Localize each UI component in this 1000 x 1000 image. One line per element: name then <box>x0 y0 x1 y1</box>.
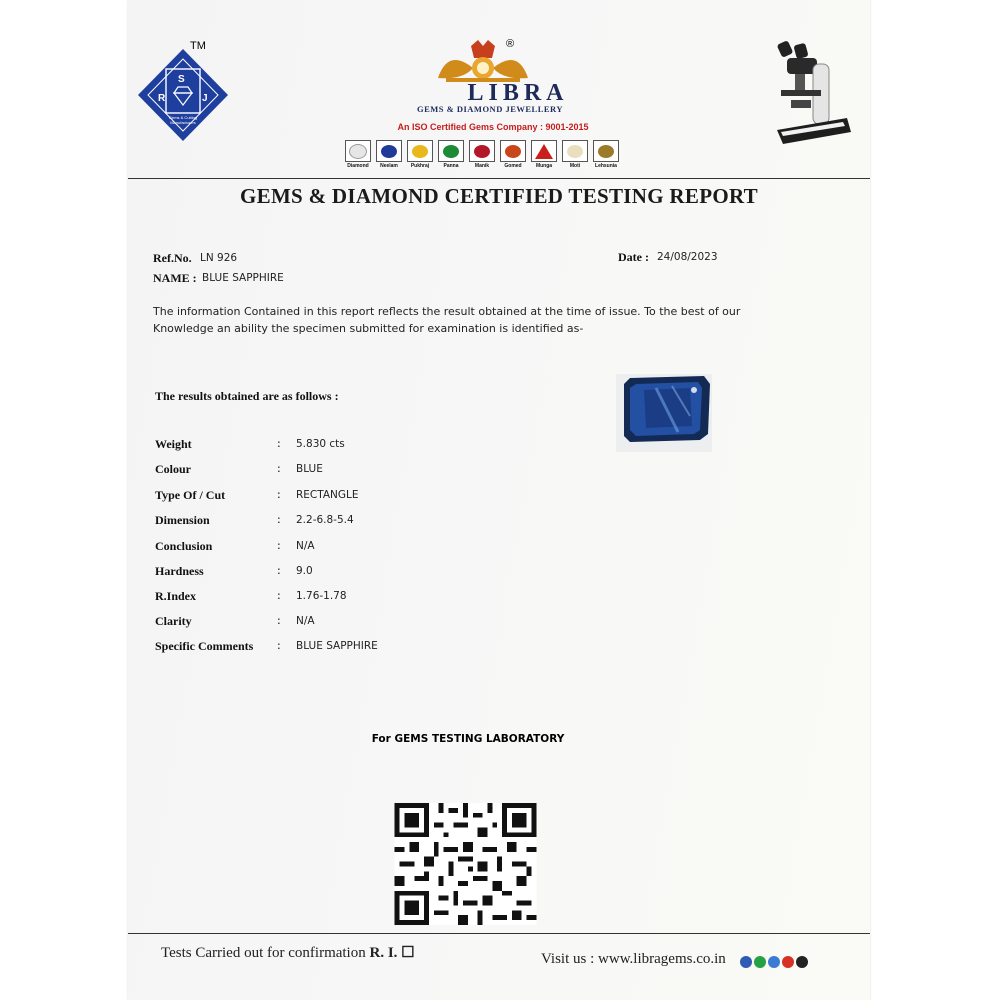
result-label: R.Index <box>155 589 197 603</box>
website-link[interactable]: Visit us : www.libragems.co.in <box>541 951 726 967</box>
instagram-icon[interactable] <box>796 956 808 968</box>
gem-neelam <box>375 140 403 169</box>
gem-label: Neelam <box>380 163 398 169</box>
result-label: Hardness <box>155 564 204 578</box>
facebook-icon[interactable] <box>740 956 752 968</box>
gem-label: Manik <box>474 163 490 169</box>
result-value: N/A <box>296 540 315 552</box>
srj-logo-letter-s: S <box>178 74 185 85</box>
result-value: RECTANGLE <box>296 489 359 501</box>
srj-logo-letter-j: J <box>202 93 208 104</box>
qr-code[interactable] <box>393 803 538 925</box>
whatsapp-icon[interactable] <box>754 956 766 968</box>
results-heading: The results obtained are as follows : <box>155 389 339 403</box>
gem-label: Moti <box>569 163 581 169</box>
ref-value: LN 926 <box>200 252 238 264</box>
gem-label: Gomed <box>504 163 522 169</box>
gem-swatch-icon <box>349 144 367 159</box>
gem-lehsunia <box>592 140 620 169</box>
gem-swatch-icon <box>412 145 428 158</box>
gem-label: Lehsunia <box>595 163 617 169</box>
gem-swatch-icon <box>474 145 490 158</box>
result-label: Dimension <box>155 513 210 527</box>
registered-mark: ® <box>506 38 515 50</box>
result-colon: : <box>277 513 281 526</box>
gem-label: Munga <box>535 163 553 169</box>
date-label: Date : <box>618 250 649 264</box>
gem-diamond <box>344 140 372 169</box>
gem-swatch-icon <box>443 145 459 158</box>
trademark-mark: TM <box>190 40 206 52</box>
iso-certification: An ISO Certified Gems Company : 9001-2015 <box>397 122 589 132</box>
result-value: 5.830 cts <box>296 438 345 450</box>
gem-strip <box>344 140 620 169</box>
gem-munga <box>530 140 558 169</box>
ref-label: Ref.No. <box>153 251 192 265</box>
certificate-page <box>128 0 870 1000</box>
result-label: Specific Comments <box>155 639 254 653</box>
date-value: 24/08/2023 <box>657 251 718 263</box>
result-colon: : <box>277 589 281 602</box>
social-icons <box>740 956 808 968</box>
gem-label: Pukhraj <box>410 163 430 169</box>
gem-swatch-icon <box>535 144 553 159</box>
srj-logo-tagline: Gems & Cutting <box>168 115 198 120</box>
gem-manik <box>468 140 496 169</box>
srj-logo <box>136 45 231 145</box>
result-label: Clarity <box>155 614 192 628</box>
header-rule <box>128 178 870 179</box>
gem-moti <box>561 140 589 169</box>
gem-swatch-icon <box>598 145 614 158</box>
result-colon: : <box>277 614 281 627</box>
result-label: Type Of / Cut <box>155 488 226 502</box>
intro-paragraph: The information Contained in this report reflects the result obtained at the time of issue. To the best of our Knowledge an ability the specimen submitted for examination is identified as- <box>153 305 741 335</box>
gem-swatch-icon <box>505 145 521 158</box>
result-value: BLUE SAPPHIRE <box>296 640 378 652</box>
tests-text: Tests Carried out for confirmation <box>161 945 366 961</box>
result-value: BLUE <box>296 463 323 475</box>
gem-label: Panna <box>443 163 459 169</box>
name-value: BLUE SAPPHIRE <box>202 272 284 284</box>
telegram-icon[interactable] <box>768 956 780 968</box>
result-colon: : <box>277 639 281 652</box>
microscope-icon <box>773 40 853 145</box>
result-value: N/A <box>296 615 315 627</box>
result-colon: : <box>277 462 281 475</box>
result-value: 9.0 <box>296 565 313 577</box>
result-label: Colour <box>155 462 191 476</box>
gem-pukhraj <box>406 140 434 169</box>
result-colon: : <box>277 488 281 501</box>
libra-crest-icon <box>428 38 538 86</box>
result-colon: : <box>277 564 281 577</box>
tests-note <box>161 943 415 962</box>
sapphire-photo <box>616 374 712 452</box>
gem-panna <box>437 140 465 169</box>
result-value: 1.76-1.78 <box>296 590 347 602</box>
result-colon: : <box>277 539 281 552</box>
brand-name: LIBRA <box>467 80 569 106</box>
lab-signature-line: For GEMS TESTING LABORATORY <box>371 733 565 745</box>
result-label: Weight <box>155 437 192 451</box>
report-title: GEMS & DIAMOND CERTIFIED TESTING REPORT <box>240 184 758 208</box>
result-label: Conclusion <box>155 539 213 553</box>
srj-logo-letter-r: R <box>158 93 166 104</box>
result-colon: : <box>277 437 281 450</box>
gem-swatch-icon <box>381 145 397 158</box>
gem-gomed <box>499 140 527 169</box>
gem-swatch-icon <box>567 145 583 158</box>
footer-rule <box>128 933 870 934</box>
gem-label: Diamond <box>347 163 369 169</box>
youtube-icon[interactable] <box>782 956 794 968</box>
ri-mark: R. I. ☐ <box>369 945 415 961</box>
srj-logo-tagline-2: Manufacturers <box>170 120 196 125</box>
name-label: NAME : <box>153 271 197 285</box>
result-value: 2.2-6.8-5.4 <box>296 514 354 526</box>
brand-subtitle: GEMS & DIAMOND JEWELLERY <box>416 104 564 114</box>
